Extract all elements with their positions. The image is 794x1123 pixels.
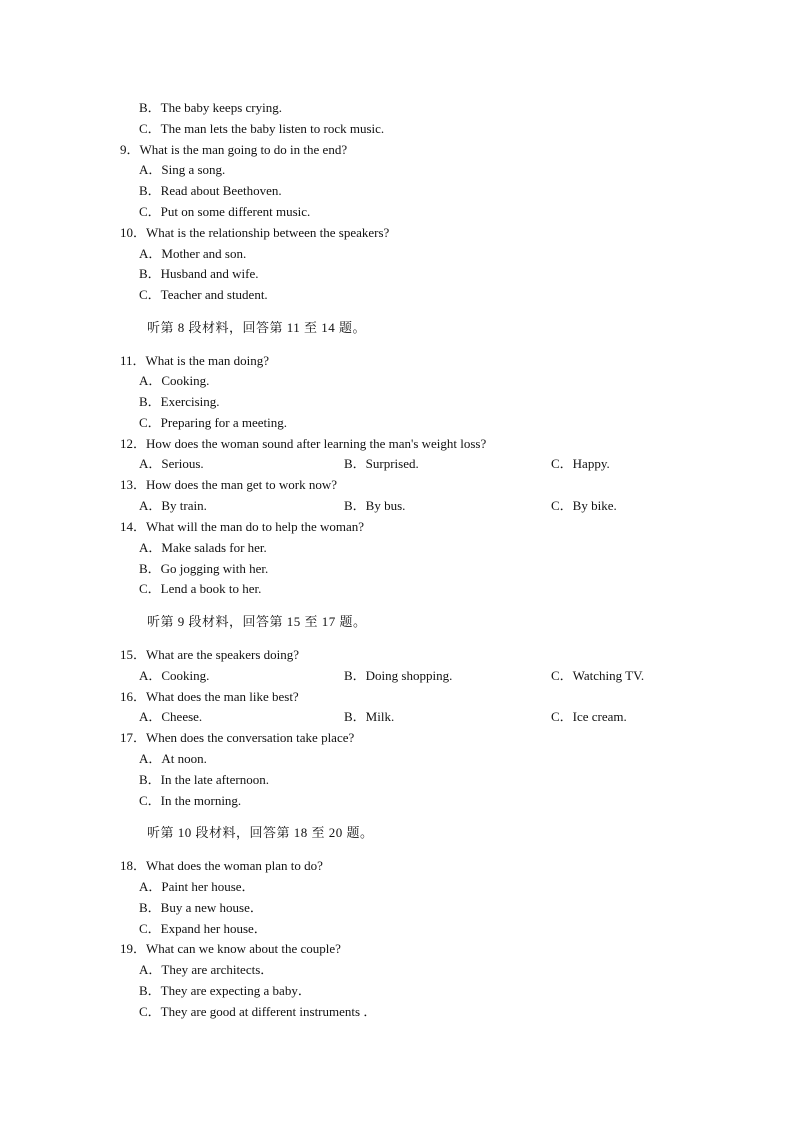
answer-option: B．The baby keeps crying. [139,100,282,115]
question-stem: 17．When does the conversation take place? [120,730,355,745]
answer-option: A．They are architects． [139,962,274,977]
question-stem: 12．How does the woman sound after learning the man's weight loss? [120,436,487,451]
answer-option: B．Doing shopping. [344,668,453,683]
answer-option: A．Cooking. [139,373,210,388]
question-stem: 13．How does the man get to work now? [120,477,337,492]
answer-option: B．Buy a new house． [139,900,263,915]
question-stem: 14．What will the man do to help the woman? [120,519,365,534]
answer-option: B．Go jogging with her. [139,561,269,576]
question-stem: 10．What is the relationship between the speakers? [120,225,390,240]
answer-option: C．Put on some different music. [139,204,311,219]
answer-option: C．Happy. [551,456,610,471]
question-stem: 16．What does the man like best? [120,689,299,704]
answer-option: B．Surprised. [344,456,419,471]
section-instruction: 听第 9 段材料，回答第 15 至 17 题。 [147,614,367,629]
answer-option: C．They are good at different instruments ． [139,1004,377,1019]
section-instruction: 听第 10 段材料，回答第 18 至 20 题。 [147,825,374,840]
answer-option: A．By train. [139,498,207,513]
answer-option: B．Husband and wife. [139,266,259,281]
answer-option: B．Read about Beethoven. [139,183,282,198]
answer-option: A．Sing a song. [139,162,226,177]
question-stem: 18．What does the woman plan to do? [120,858,323,873]
answer-option: A．Cooking. [139,668,210,683]
answer-option: B．By bus. [344,498,406,513]
answer-option: A．At noon. [139,751,207,766]
answer-option: C．Expand her house． [139,921,267,936]
question-stem: 11．What is the man doing? [120,353,269,368]
answer-option: C．The man lets the baby listen to rock music. [139,121,385,136]
answer-option: C．Preparing for a meeting. [139,415,288,430]
answer-option: A．Paint her house． [139,879,255,894]
answer-option: C．In the morning. [139,793,242,808]
answer-option: C．By bike. [551,498,617,513]
question-stem: 19．What can we know about the couple? [120,941,341,956]
answer-option: A．Make salads for her. [139,540,267,555]
question-stem: 15．What are the speakers doing? [120,647,300,662]
answer-option: C．Teacher and student. [139,287,268,302]
answer-option: A．Mother and son. [139,246,247,261]
section-instruction: 听第 8 段材料，回答第 11 至 14 题。 [147,320,367,335]
answer-option: C．Lend a book to her. [139,581,262,596]
question-stem: 9．What is the man going to do in the end? [120,142,348,157]
answer-option: B．Milk. [344,709,395,724]
answer-option: A．Serious. [139,456,204,471]
answer-option: C．Watching TV. [551,668,645,683]
answer-option: B．They are expecting a baby． [139,983,311,998]
answer-option: C．Ice cream. [551,709,627,724]
answer-option: A．Cheese. [139,709,203,724]
answer-option: B．Exercising. [139,394,220,409]
answer-option: B．In the late afternoon. [139,772,269,787]
